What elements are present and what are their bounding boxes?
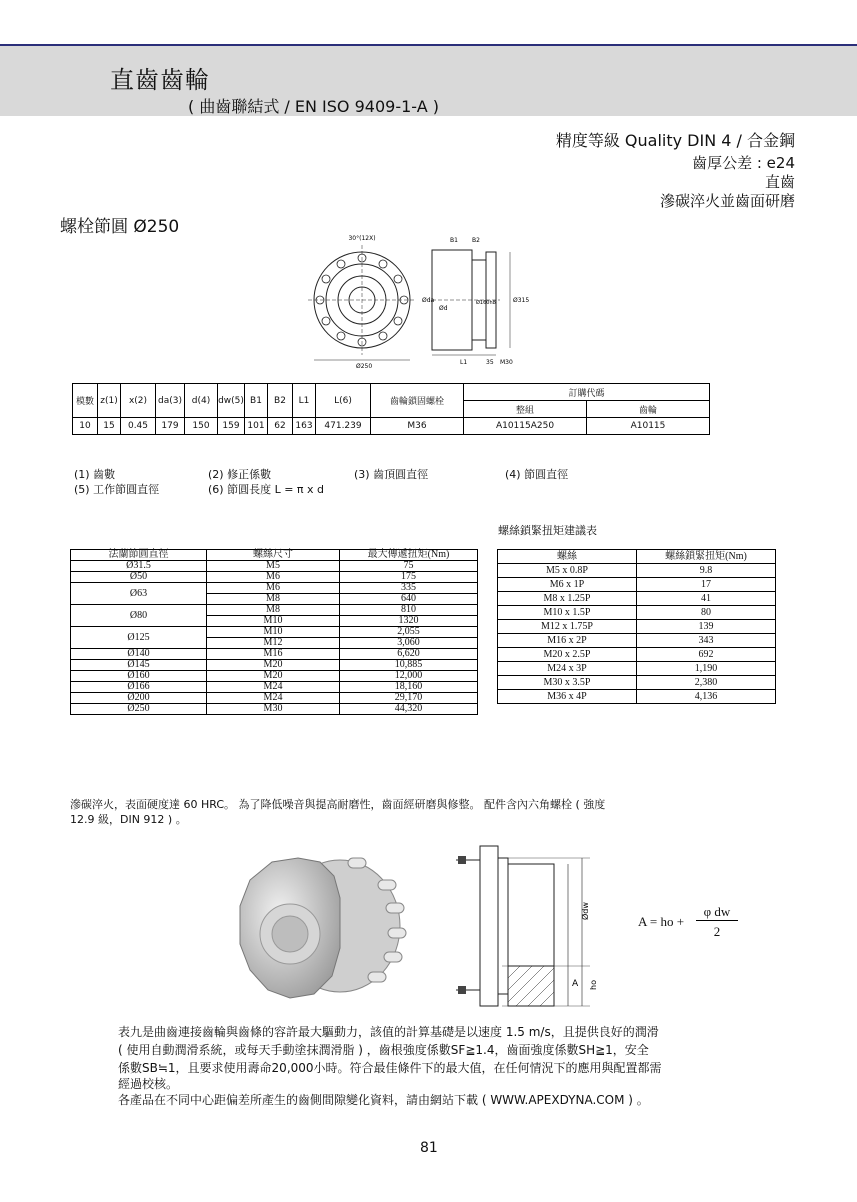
- d-label: Ød: [439, 305, 448, 312]
- tightening-torque-cell: 80: [637, 606, 776, 620]
- screw-size-cell: M8: [207, 605, 340, 616]
- d1-label: Ø160h8: [476, 300, 496, 306]
- col-bolt: 齒輪鎖固螺栓: [371, 384, 464, 418]
- table-row: [71, 649, 478, 660]
- screw-size-cell: M5: [207, 561, 340, 572]
- table-row: [498, 578, 776, 592]
- paragraph-line: 各產品在不同中心距偏差所產生的齒側間隙變化資料，請由網站下載 ( WWW.APEXDYNA.COM ) 。: [118, 1093, 649, 1107]
- table-row: [71, 660, 478, 671]
- table-cell: 150: [185, 418, 218, 435]
- screw-size-cell: M16: [207, 649, 340, 660]
- tightening-torque-cell: 9.8: [637, 564, 776, 578]
- flange-pcd-cell: Ø145: [71, 660, 207, 671]
- col-screw-size: 螺絲尺寸: [207, 550, 340, 561]
- table-row: [73, 418, 710, 435]
- table-row: [498, 662, 776, 676]
- table-cell: 62: [268, 418, 293, 435]
- max-torque-cell: 6,620: [340, 649, 478, 660]
- flange-pcd-cell: Ø160: [71, 671, 207, 682]
- max-torque-cell: 75: [340, 561, 478, 572]
- note-1: (1) 齒數: [74, 468, 116, 481]
- col-screw: 螺絲: [498, 550, 637, 564]
- page-subtitle: ( 曲齒聯結式 / EN ISO 9409-1-A ): [188, 97, 439, 116]
- max-torque-cell: 335: [340, 583, 478, 594]
- table-row: [498, 620, 776, 634]
- formula-denominator: 2: [713, 924, 721, 939]
- table-cell: 163: [293, 418, 316, 435]
- da-label: Øda: [422, 297, 435, 304]
- table-cell: 471.239: [316, 418, 371, 435]
- table-cell: 10: [73, 418, 98, 435]
- screw-size-cell: M6: [207, 572, 340, 583]
- flange-pcd-cell: Ø250: [71, 704, 207, 715]
- spec-type: 直齒: [764, 173, 795, 191]
- technical-drawing: [300, 230, 540, 370]
- col-dw: dw(5): [218, 384, 245, 418]
- paragraph-line: 經過校核。: [118, 1077, 179, 1091]
- table-cell: A10115A250: [464, 418, 587, 435]
- col-flange-pcd: 法蘭節圓直徑: [71, 550, 207, 561]
- col-b1: B1: [245, 384, 268, 418]
- max-torque-cell: 2,055: [340, 627, 478, 638]
- table-row: [498, 648, 776, 662]
- screw-cell: M6 x 1P: [498, 578, 637, 592]
- max-torque-cell: 3,060: [340, 638, 478, 649]
- screw-cell: M16 x 2P: [498, 634, 637, 648]
- tightening-torque-cell: 1,190: [637, 662, 776, 676]
- screw-size-cell: M10: [207, 627, 340, 638]
- paragraph-line: ( 使用自動潤滑系統，或每天手動塗抹潤滑脂 ) ，齒根強度係數SF≧1.4，齒面強度係數SH≧1，安全: [118, 1043, 649, 1057]
- screw-size-cell: M20: [207, 671, 340, 682]
- screw-cell: M12 x 1.75P: [498, 620, 637, 634]
- front-view: [308, 245, 416, 360]
- screw-cell: M8 x 1.25P: [498, 592, 637, 606]
- tightening-torque-cell: 343: [637, 634, 776, 648]
- flange-pcd-cell: Ø80: [71, 605, 207, 627]
- formula-lhs: A = ho +: [638, 914, 685, 929]
- screw-cell: M24 x 3P: [498, 662, 637, 676]
- note-4: (4) 節圓直徑: [505, 468, 569, 481]
- tightening-torque-cell: 139: [637, 620, 776, 634]
- mesh-drawing: [450, 838, 630, 1013]
- table-row: [498, 606, 776, 620]
- screw-size-cell: M24: [207, 693, 340, 704]
- table-row: [71, 561, 478, 572]
- spec-table: [72, 383, 710, 435]
- col-l: L(6): [316, 384, 371, 418]
- table-row: [71, 671, 478, 682]
- flange-pcd-cell: Ø140: [71, 649, 207, 660]
- tightening-torque-cell: 4,136: [637, 690, 776, 704]
- max-torque-cell: 44,320: [340, 704, 478, 715]
- table-row: [71, 572, 478, 583]
- table-row: [71, 583, 478, 594]
- flange-pcd-cell: Ø31.5: [71, 561, 207, 572]
- max-torque-cell: 640: [340, 594, 478, 605]
- table-row: [498, 564, 776, 578]
- screw-cell: M10 x 1.5P: [498, 606, 637, 620]
- page-number: 81: [420, 1140, 438, 1156]
- screw-torque-table: [497, 549, 776, 704]
- table-row: [71, 627, 478, 638]
- flange-torque-table: [70, 549, 478, 715]
- screw-size-cell: M8: [207, 594, 340, 605]
- col-b2: B2: [268, 384, 293, 418]
- flange-pcd-cell: Ø125: [71, 627, 207, 649]
- spec-treatment: 滲碳淬火並齒面研磨: [659, 192, 795, 210]
- paragraph-line: 表九是曲齒連接齒輪與齒條的容許最大驅動力，該值的計算基礎是以速度 1.5 m/s，且提供良好的潤滑: [118, 1025, 659, 1039]
- table-row: [498, 634, 776, 648]
- b2-label: B2: [472, 237, 480, 244]
- page-title: 直齒齒輪: [110, 66, 210, 94]
- tightening-torque-cell: 2,380: [637, 676, 776, 690]
- table-cell: A10115: [587, 418, 710, 435]
- screw-cell: M30 x 3.5P: [498, 676, 637, 690]
- table-row: [498, 592, 776, 606]
- table-cell: 159: [218, 418, 245, 435]
- ho-label: ho: [589, 980, 598, 990]
- col-order-set: 整組: [464, 401, 587, 418]
- screw-size-cell: M24: [207, 682, 340, 693]
- table-row: [71, 704, 478, 715]
- table-row: [498, 676, 776, 690]
- flange-pcd-cell: Ø63: [71, 583, 207, 605]
- torque-table-title: 螺絲鎖緊扭矩建議表: [498, 524, 597, 537]
- flange-pcd-cell: Ø166: [71, 682, 207, 693]
- col-order-gear: 齒輪: [587, 401, 710, 418]
- d2-label: Ø315: [513, 297, 530, 304]
- note-2: (2) 修正係數: [208, 468, 272, 481]
- description-line: 12.9 級，DIN 912 ) 。: [70, 813, 187, 826]
- table-row: [71, 693, 478, 704]
- screw-cell: M5 x 0.8P: [498, 564, 637, 578]
- tightening-torque-cell: 41: [637, 592, 776, 606]
- gear-illustration: [228, 848, 408, 1008]
- max-torque-cell: 12,000: [340, 671, 478, 682]
- max-torque-cell: 10,885: [340, 660, 478, 671]
- table-cell: 101: [245, 418, 268, 435]
- side-view: [432, 250, 510, 355]
- note-6: (6) 節圓長度 L = π x d: [208, 483, 325, 496]
- paragraph-line: 係數SB≒1，且要求使用壽命20,000小時。符合最佳條件下的最大值，在任何情況下的應用與配置都需: [118, 1061, 662, 1075]
- table-cell: 0.45: [121, 418, 156, 435]
- flange-pcd-cell: Ø200: [71, 693, 207, 704]
- dw-label: Ødw: [581, 902, 590, 920]
- spec-tolerance: 齒厚公差 : e24: [692, 154, 795, 172]
- col-order-code: 訂購代碼: [464, 384, 710, 401]
- angle-label: 30°(12X): [348, 235, 376, 242]
- col-module: 模數: [73, 384, 98, 418]
- table-cell: 179: [156, 418, 185, 435]
- max-torque-cell: 29,170: [340, 693, 478, 704]
- b1-label: B1: [450, 237, 458, 244]
- table-row: [71, 682, 478, 693]
- screw-size-cell: M30: [207, 704, 340, 715]
- screw-cell: M36 x 4P: [498, 690, 637, 704]
- max-torque-cell: 175: [340, 572, 478, 583]
- m30-label: M30: [500, 359, 513, 366]
- note-3: (3) 齒頂圓直徑: [354, 468, 429, 481]
- screw-size-cell: M20: [207, 660, 340, 671]
- l1-label: L1: [460, 359, 468, 366]
- tightening-torque-cell: 17: [637, 578, 776, 592]
- col-l1: L1: [293, 384, 316, 418]
- screw-size-cell: M6: [207, 583, 340, 594]
- pcd-label: Ø250: [356, 363, 373, 370]
- tightening-torque-cell: 692: [637, 648, 776, 662]
- col-teeth: z(1): [98, 384, 121, 418]
- formula-numerator: φ dw: [696, 904, 738, 921]
- screw-size-cell: M12: [207, 638, 340, 649]
- max-torque-cell: 810: [340, 605, 478, 616]
- flange-pcd-cell: Ø50: [71, 572, 207, 583]
- screw-cell: M20 x 2.5P: [498, 648, 637, 662]
- col-x: x(2): [121, 384, 156, 418]
- note-5: (5) 工作節圓直徑: [74, 483, 160, 496]
- col-da: da(3): [156, 384, 185, 418]
- table-cell: 15: [98, 418, 121, 435]
- max-torque-cell: 1320: [340, 616, 478, 627]
- a-label: A: [572, 979, 579, 989]
- table-row: [498, 690, 776, 704]
- table-cell: M36: [371, 418, 464, 435]
- len-label: 35: [486, 359, 494, 366]
- max-torque-cell: 18,160: [340, 682, 478, 693]
- description-line: 滲碳淬火，表面硬度達 60 HRC。 為了降低噪音與提高耐磨性，齒面經研磨與修整。 配件含內六角螺栓 ( 強度: [70, 798, 606, 811]
- spec-quality: 精度等級 Quality DIN 4 / 合金鋼: [555, 131, 795, 150]
- col-d: d(4): [185, 384, 218, 418]
- col-max-torque: 最大傳遞扭矩(Nm): [340, 550, 478, 561]
- col-tightening-torque: 螺絲鎖緊扭矩(Nm): [637, 550, 776, 564]
- section-title: 螺栓節圓 Ø250: [60, 217, 180, 237]
- table-row: [71, 605, 478, 616]
- screw-size-cell: M10: [207, 616, 340, 627]
